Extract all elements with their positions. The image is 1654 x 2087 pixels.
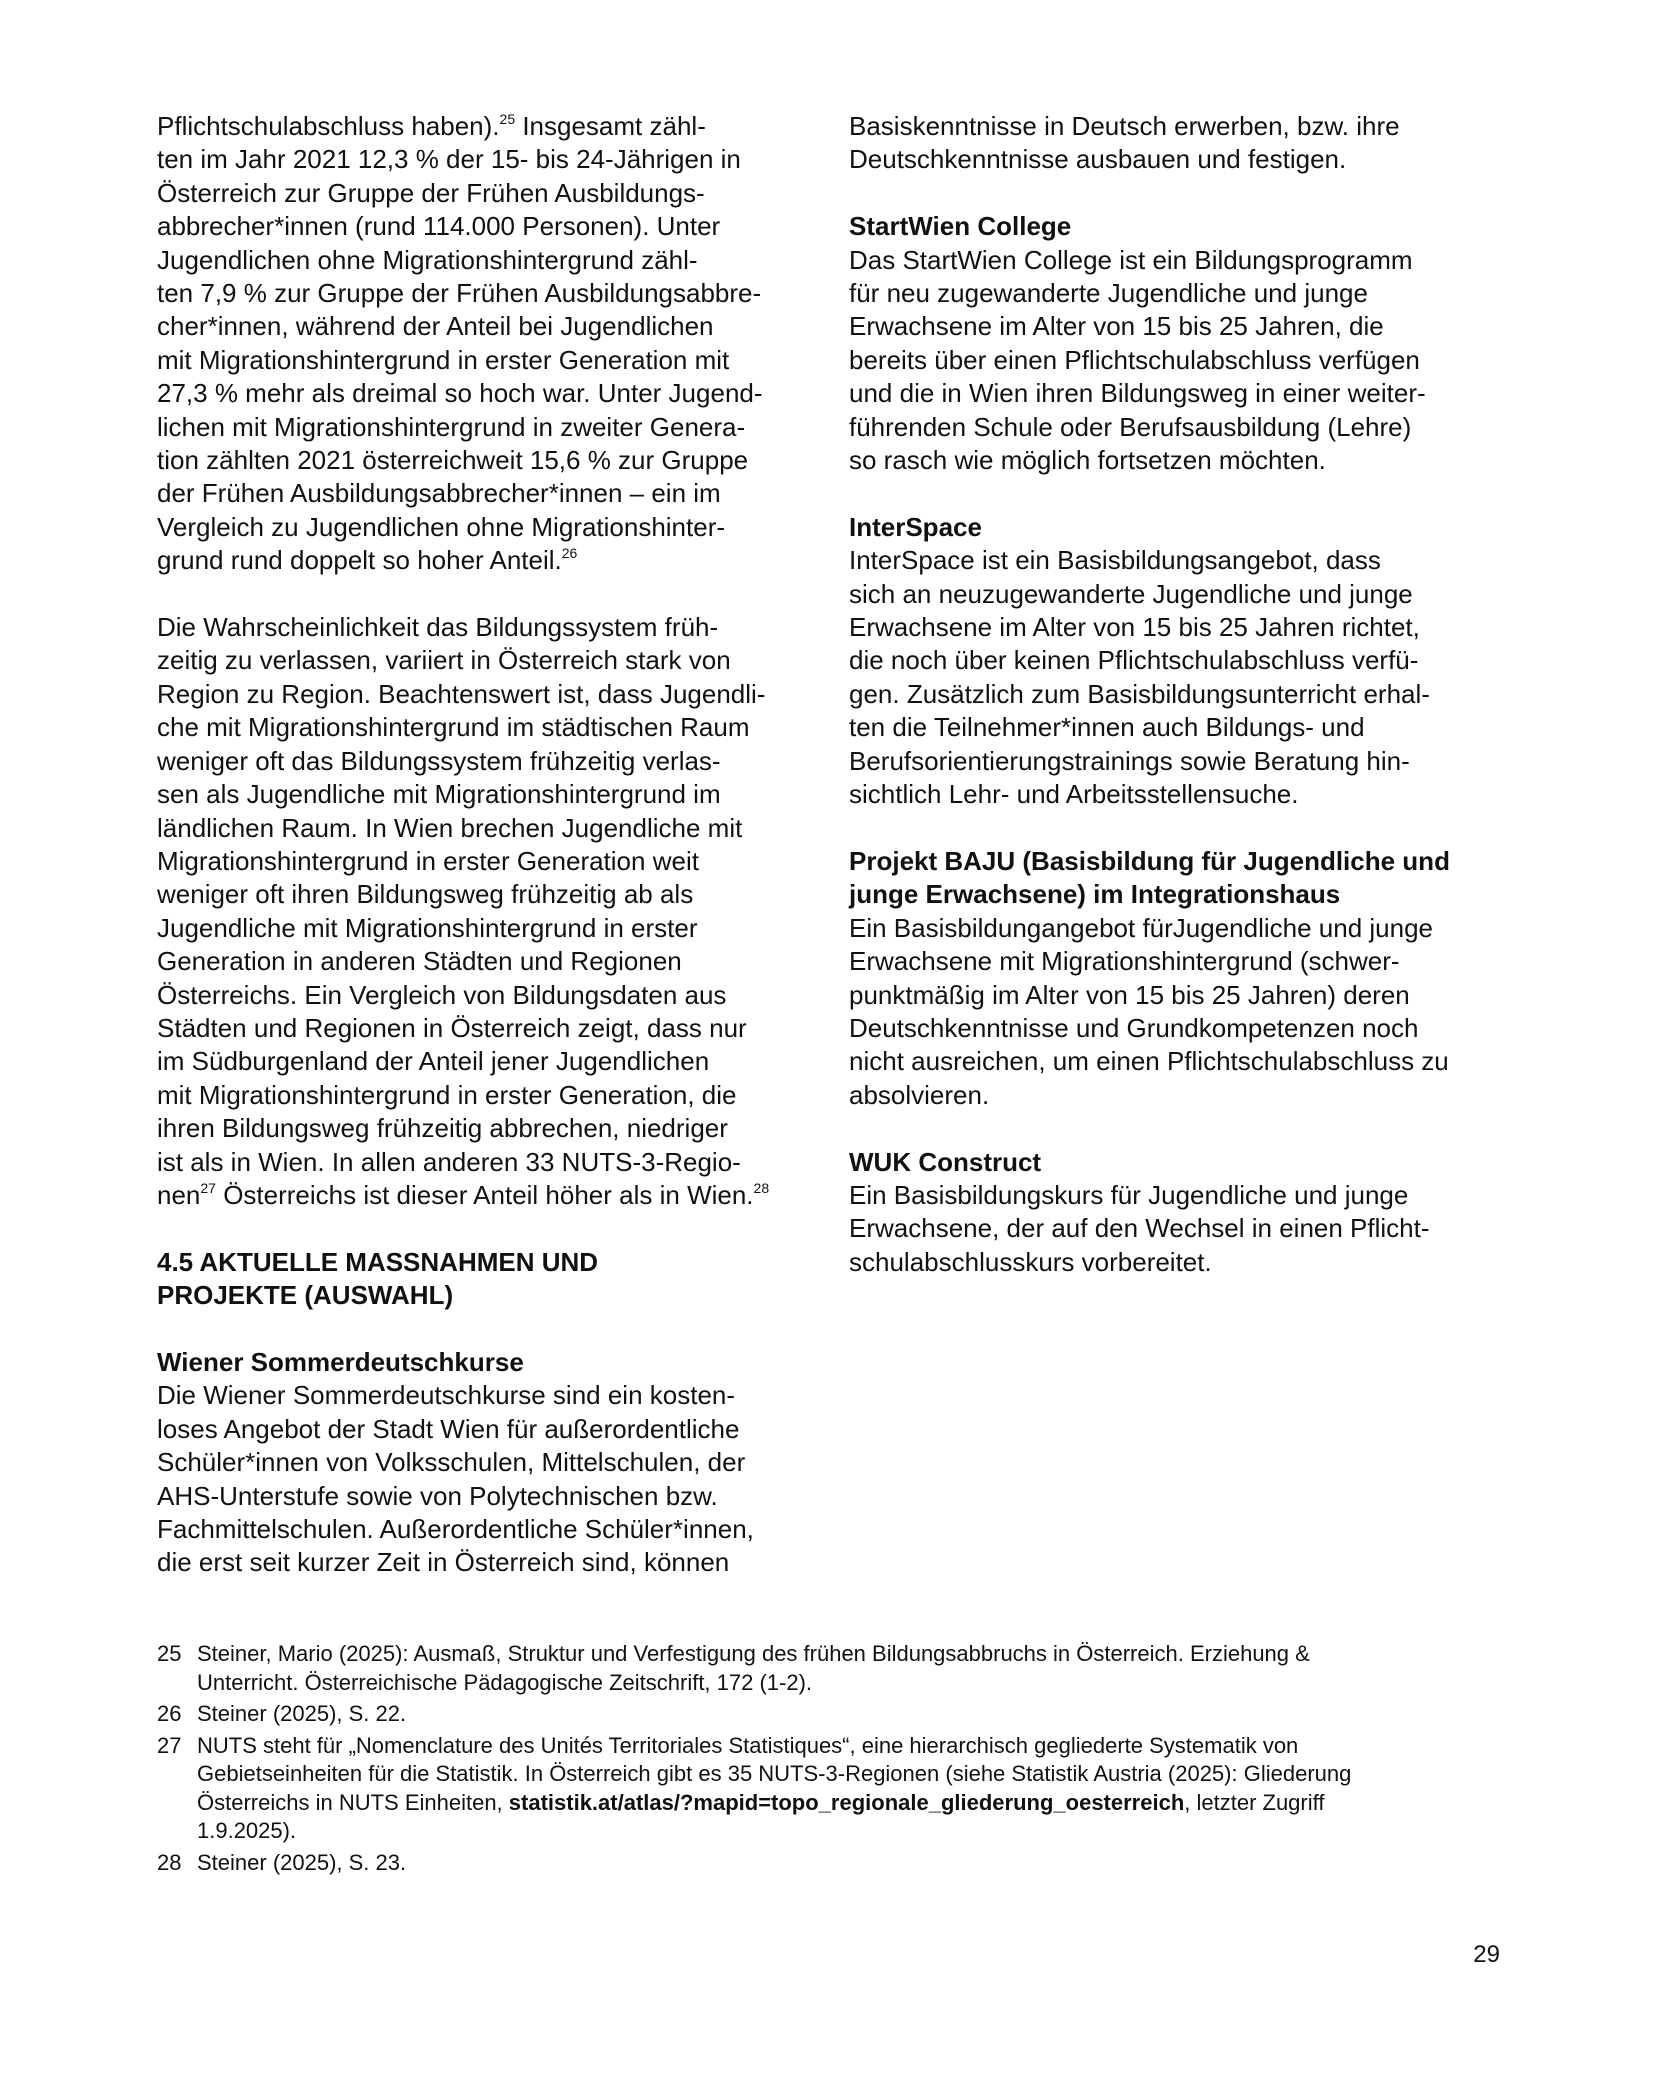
left-column: [157, 110, 812, 1580]
project-title: WUK Construct: [849, 1146, 1042, 1177]
project-sommerdeutschkurse: [157, 1346, 812, 1580]
footnote-ref[interactable]: 27: [200, 1179, 216, 1196]
footnote-number: 27: [157, 1732, 182, 1758]
right-column: [849, 110, 1509, 1279]
footnote: [157, 1849, 1497, 1878]
footnote-text: Steiner (2025), S. 22.: [197, 1701, 407, 1726]
section-heading: 4.5 AKTUELLE MASSNAHMEN UND PROJEKTE (AUSWAHL): [157, 1246, 599, 1311]
project-startwien: [849, 210, 1509, 477]
footnote: [157, 1732, 1497, 1846]
project-interspace: [849, 511, 1509, 812]
footnote-text: , letzter Zugriff 1.9.2025).: [197, 1789, 1325, 1843]
footnote-ref[interactable]: 28: [753, 1179, 770, 1196]
page-number: 29: [1473, 1941, 1500, 1968]
footnote-text-wrap: [197, 1732, 1497, 1846]
body-paragraph: Basiskenntnisse in Deutsch erwerben, bzw. ihre Deutschkenntnisse ausbauen und festigen.: [849, 111, 1400, 175]
project-baju: [849, 845, 1509, 1112]
project-title: Projekt BAJU (Basisbildung für Jugendliche und junge Erwachsene) im Integrationshaus: [849, 845, 1450, 910]
footnotes: [157, 1640, 1497, 1880]
footnote-number: 26: [157, 1701, 182, 1726]
project-text: Das StartWien College ist ein Bildungsprogramm für neu zugewanderte Jugendliche und junge Erwachsene im Alter von 15 bis 25 Jahren, die bereits über einen Pflichtschulabschluss verfügen und die in Wien ihren Bildungsweg in einer weiter- führenden Schule oder Berufsausbildung (Lehre) so rasch wie möglich fortsetzen möchten.: [849, 244, 1426, 476]
project-title: Wiener Sommerdeutschkurse: [157, 1346, 524, 1377]
footnote-number: 25: [157, 1641, 182, 1666]
project-text: InterSpace ist ein Basisbildungsangebot, dass sich an neuzugewanderte Jugendliche und junge Erwachsene im Alter von 15 bis 25 Jahren richtet, die noch über keinen Pflichtschulabschluss verfü- gen. Zusätzlich zum Basisbildungsunterricht erhal- ten die Teilnehmer*innen auch Bildungs- und Berufsorientierungstrainings sowie Beratung hin- sichtlich Lehr- und Arbeitsstellensuche.: [849, 545, 1430, 810]
project-wuk: [849, 1146, 1509, 1280]
footnote: [157, 1640, 1497, 1697]
section-heading-block: [157, 1246, 812, 1313]
footnote-ref[interactable]: 26: [561, 545, 578, 562]
project-text: Ein Basisbildungangebot fürJugendliche und junge Erwachsene mit Migrationshintergrund (schwer- punktmäßig im Alter von 15 bis 25 Jahren) deren Deutschkenntnisse und Grundkompetenzen noch nicht ausreichen, um einen Pflichtschulabschluss zu absolvieren.: [849, 912, 1449, 1110]
footnote-text: NUTS steht für „Nomenclature des Unités Territoriales Statistiques“, eine hierarchisch gegliederte Systematik von Gebietseinheiten für die Statistik. In Österreich gibt es 35 NUTS-3-Regionen (siehe Statistik Austria (2025): Gliederung Österreichs in NUTS Einheiten,: [197, 1732, 1352, 1815]
body-paragraph: Die Wahrscheinlichkeit das Bildungssystem früh- zeitig zu verlassen, variiert in Österreich stark von Region zu Region. Beachtenswert ist, dass Jugendli- che mit Migrationshintergrund im städtischen Raum weniger oft das Bildungssystem frühzeitig verlas- sen als Jugendliche mit Migrationshintergrund im ländlichen Raum. In Wien brechen Jugendliche mit Migrationshintergrund in erster Generation weit weniger oft ihren Bildungsweg frühzeitig ab als Jugendliche mit Migrationshintergrund in erster Generation in anderen Städten und Regionen Österreichs. Ein Vergleich von Bildungsdaten aus Städten und Regionen in Österreich zeigt, dass nur im Südburgenland der Anteil jener Jugendlichen mit Migrationshintergrund in erster Generation, die ihren Bildungsweg frühzeitig abbrechen, niedriger ist als in Wien. In allen anderen 33 NUTS-3-Regio- nen$^{27}$ Österreichs ist dieser Anteil höher als in Wien.$^{28}$: [157, 612, 770, 1210]
footnote-number: 28: [157, 1849, 182, 1875]
footnote: [157, 1700, 1497, 1729]
footnote-link[interactable]: statistik.at/atlas/?mapid=topo_regionale_gliederung_oesterreich: [508, 1789, 1185, 1815]
project-title: StartWien College: [849, 211, 1072, 242]
footnote-text: Steiner (2025), S. 23.: [197, 1849, 407, 1875]
body-paragraph: Pflichtschulabschluss haben).$^{25}$ Insgesamt zähl- ten im Jahr 2021 12,3 % der 15- bis 24-Jährigen in Österreich zur Gruppe der Frühen Ausbildungs- abbrecher*innen (rund 114.000 Personen). Unter Jugendlichen ohne Migrationshintergrund zähl- ten 7,9 % zur Gruppe der Frühen Ausbildungsabbre- cher*innen, während der Anteil bei Jugendlichen mit Migrationshintergrund in erster Generation mit 27,3 % mehr als dreimal so hoch war. Unter Jugend- lichen mit Migrationshintergrund in zweiter Genera- tion zählten 2021 österreichweit 15,6 % zur Gruppe der Frühen Ausbildungsabbrecher*innen – ein im Vergleich zu Jugendlichen ohne Migrationshinter- grund rund doppelt so hoher Anteil.$^{26}$: [157, 111, 763, 576]
project-text: Ein Basisbildungskurs für Jugendliche und junge Erwachsene, der auf den Wechsel in einen Pflicht- schulabschlusskurs vorbereitet.: [849, 1179, 1430, 1277]
project-title: InterSpace: [849, 511, 982, 542]
project-text: Die Wiener Sommerdeutschkurse sind ein kosten- loses Angebot der Stadt Wien für außerordentliche Schüler*innen von Volksschulen, Mittelschulen, der AHS-Unterstufe sowie von Polytechnischen bzw. Fachmittelschulen. Außerordentliche Schüler*innen, die erst seit kurzer Zeit in Österreich sind, können: [157, 1380, 754, 1578]
footnote-text: Steiner, Mario (2025): Ausmaß, Struktur und Verfestigung des frühen Bildungsabbruchs in Österreich. Erziehung & Unterricht. Österreichische Pädagogische Zeitschrift, 172 (1-2).: [197, 1641, 1310, 1695]
footnote-ref[interactable]: 25: [499, 111, 516, 127]
